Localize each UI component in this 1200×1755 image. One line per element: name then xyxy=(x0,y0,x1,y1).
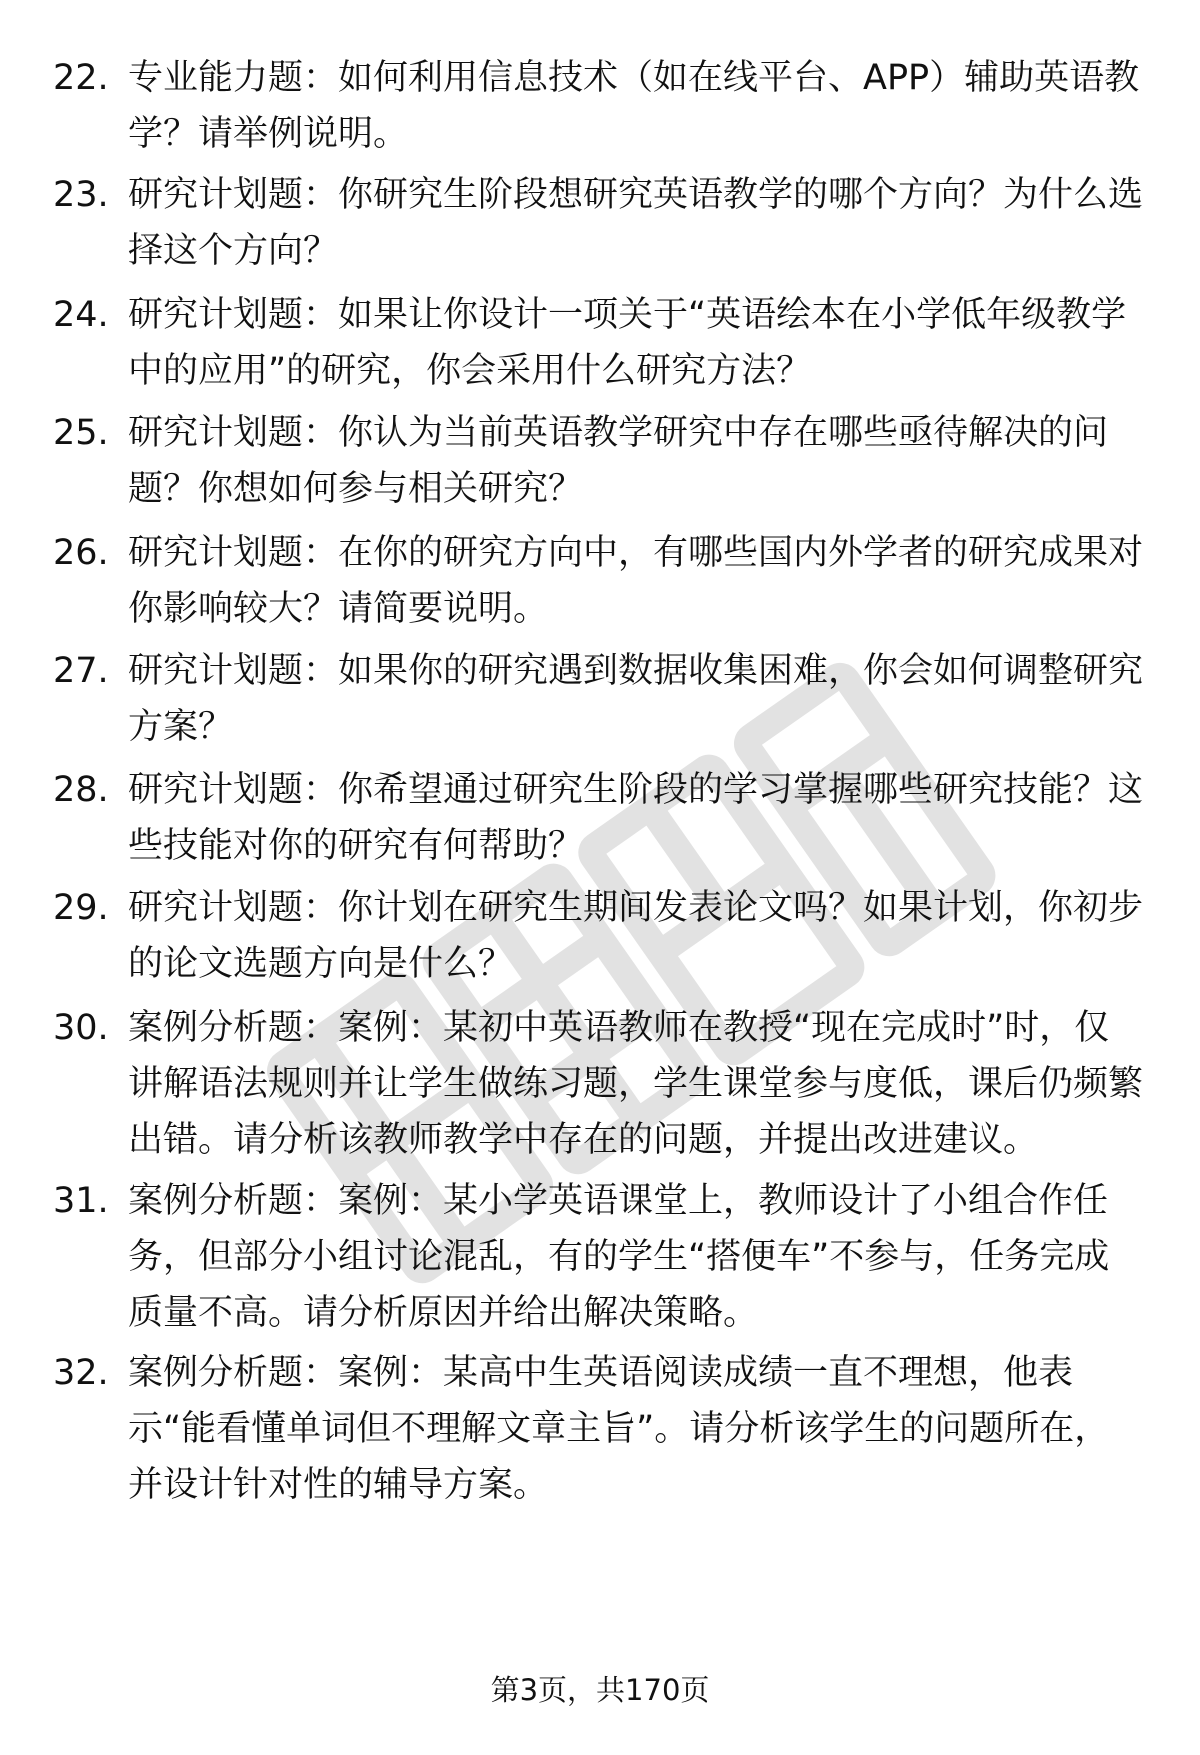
question-number: 28. xyxy=(53,770,109,810)
question-text: 案例分析题：案例：某高中生英语阅读成绩一直不理想，他表示“能看懂单词但不理解文章主旨”。请分析该学生的问题所在，并设计针对性的辅导方案。 xyxy=(128,1353,1110,1505)
question-text: 研究计划题：你希望通过研究生阶段的学习掌握哪些研究技能？这些技能对你的研究有何帮助？ xyxy=(128,770,1144,866)
question-number: 27. xyxy=(53,651,109,691)
question-text: 研究计划题：如果你的研究遇到数据收集困难，你会如何调整研究方案？ xyxy=(128,651,1144,747)
question-text: 研究计划题：你计划在研究生期间发表论文吗？如果计划，你初步的论文选题方向是什么？ xyxy=(128,888,1144,984)
question-text: 案例分析题：案例：某初中英语教师在教授“现在完成时”时，仅讲解语法规则并让学生做练习题，学生课堂参与度低，课后仍频繁出错。请分析该教师教学中存在的问题，并提出改进建议。 xyxy=(128,1008,1144,1160)
question-text: 专业能力题：如何利用信息技术（如在线平台、APP）辅助英语教学？请举例说明。 xyxy=(128,58,1140,154)
question-number: 32. xyxy=(53,1353,109,1393)
question-text: 研究计划题：你认为当前英语教学研究中存在哪些亟待解决的问题？你想如何参与相关研究？ xyxy=(128,413,1109,509)
question-number: 30. xyxy=(53,1008,109,1048)
question-number: 29. xyxy=(53,888,109,928)
question-number: 25. xyxy=(53,413,109,453)
question-text: 研究计划题：你研究生阶段想研究英语教学的哪个方向？为什么选择这个方向？ xyxy=(128,175,1144,271)
question-text: 研究计划题：如果让你设计一项关于“英语绘本在小学低年级教学中的应用”的研究，你会采用什么研究方法？ xyxy=(128,295,1127,391)
question-number: 24. xyxy=(53,295,109,335)
question-number: 31. xyxy=(53,1181,109,1221)
question-number: 26. xyxy=(53,533,109,573)
question-number: 23. xyxy=(53,175,109,215)
question-text: 研究计划题：在你的研究方向中，有哪些国内外学者的研究成果对你影响较大？请简要说明。 xyxy=(128,533,1144,629)
question-text: 案例分析题：案例：某小学英语课堂上，教师设计了小组合作任务，但部分小组讨论混乱，有的学生“搭便车”不参与，任务完成质量不高。请分析原因并给出解决策略。 xyxy=(128,1181,1110,1333)
page-footer: 第3页，共170页 xyxy=(490,1673,710,1707)
question-number: 22. xyxy=(53,58,109,98)
